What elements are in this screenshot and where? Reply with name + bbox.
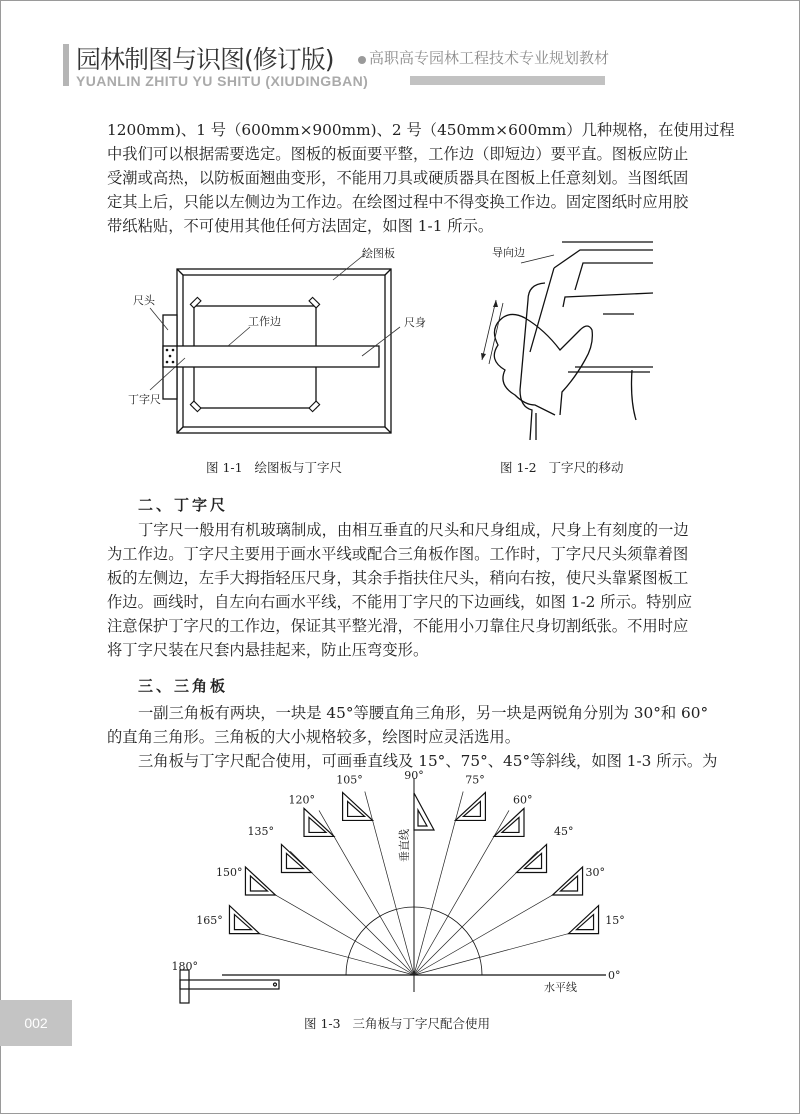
set-square-icon	[569, 906, 599, 934]
text-line: 板的左侧边，左手大拇指轻压尺身，其余手指扶住尺头，稍向右按，使尺头靠紧图板工	[107, 569, 689, 587]
set-square-icon	[553, 867, 583, 895]
section-heading-t-square: 二、丁字尺	[138, 496, 229, 514]
angle-label: 165°	[196, 913, 223, 927]
text-line: 丁字尺一般用有机玻璃制成，由相互垂直的尺头和尺身组成，尺身上有刻度的一边	[138, 521, 689, 539]
label-board: 绘图板	[362, 247, 395, 260]
figure-1-3-caption: 图 1-3 三角板与丁字尺配合使用	[304, 1016, 491, 1031]
book-title: 园林制图与识图(修订版)	[76, 45, 334, 74]
set-square-icon	[245, 867, 275, 895]
label-head: 尺头	[133, 294, 155, 307]
angle-label: 0°	[608, 969, 621, 982]
book-subtitle: 高职高专园林工程技术专业规划教材	[369, 49, 610, 67]
set-square-icon	[343, 792, 373, 820]
label-guide-edge: 导向边	[492, 246, 525, 259]
angle-ray	[414, 791, 463, 975]
angle-label: 75°	[465, 773, 485, 787]
text-line: 受潮或高热，以防板面翘曲变形，不能用刀具或硬质器具在图板上任意刻划。当图纸固	[107, 169, 689, 187]
text-line: 的直角三角形。三角板的大小规格较多，绘图时应灵活选用。	[107, 728, 521, 746]
angle-label: 45°	[554, 824, 574, 838]
text-line: 带纸粘贴，不可使用其他任何方法固定，如图 1-1 所示。	[107, 217, 494, 235]
figure-1-2-caption: 图 1-2 丁字尺的移动	[500, 460, 624, 475]
angle-label: 30°	[585, 866, 605, 879]
text-line: 定其上后，只能以左侧边为工作边。在绘图过程中不得变换工作边。固定图纸时应用胶	[107, 193, 689, 211]
label-horizontal-line: 水平线	[544, 981, 577, 994]
set-square-icon	[414, 793, 434, 830]
set-square-icon	[281, 844, 311, 872]
text-line: 作边。画线时，自左向右画水平线，不能用丁字尺的下边画线，如图 1-2 所示。特别应	[107, 593, 693, 611]
angle-label: 180°	[171, 960, 198, 973]
angle-ray	[365, 791, 414, 975]
text-line: 为工作边。丁字尺主要用于画水平线或配合三角板作图。工作时，丁字尺尺头须靠着图	[107, 545, 689, 563]
text-line: 一副三角板有两块，一块是 45°等腰直角三角形，另一块是两锐角分别为 30°和 60°	[138, 704, 709, 722]
book-title-pinyin: YUANLIN ZHITU YU SHITU (XIUDINGBAN)	[76, 73, 369, 89]
text-line: 将丁字尺装在尺套内悬挂起来，防止压弯变形。	[107, 641, 429, 659]
label-t-square: 丁字尺	[128, 393, 161, 406]
angle-label: 150°	[216, 866, 243, 879]
angle-label: 90°	[404, 769, 424, 782]
set-square-icon	[304, 808, 334, 836]
angle-label: 135°	[247, 824, 274, 838]
angle-label: 105°	[336, 773, 363, 787]
text-line: 三角板与丁字尺配合使用，可画垂直线及 15°、75°、45°等斜线，如图 1-3 所示。为	[138, 752, 718, 770]
label-working-edge: 工作边	[248, 315, 281, 328]
set-square-icon	[455, 792, 485, 820]
text-line: 1200mm)、1 号（600mm×900mm)、2 号（450mm×600mm）几种规格，在使用过程	[107, 121, 735, 139]
set-square-icon	[229, 906, 259, 934]
page-number: 002	[0, 1000, 72, 1046]
figure-1-1-caption: 图 1-1 绘图板与丁字尺	[206, 460, 343, 475]
section-heading-triangles: 三、三角板	[138, 677, 229, 695]
set-square-icon	[494, 808, 524, 836]
label-ruler-body: 尺身	[404, 316, 426, 329]
text-line: 中我们可以根据需要选定。图板的板面要平整，工作边（即短边）要平直。图板应防止	[107, 145, 689, 163]
label-vertical-line: 垂直线	[398, 829, 411, 862]
text-line: 注意保护丁字尺的工作边，保证其平整光滑，不能用小刀靠住尺身切割纸张。不用时应	[107, 617, 689, 635]
angle-label: 120°	[288, 793, 315, 807]
set-square-icon	[517, 844, 547, 872]
angle-label: 15°	[605, 913, 625, 927]
angle-label: 60°	[513, 793, 533, 807]
